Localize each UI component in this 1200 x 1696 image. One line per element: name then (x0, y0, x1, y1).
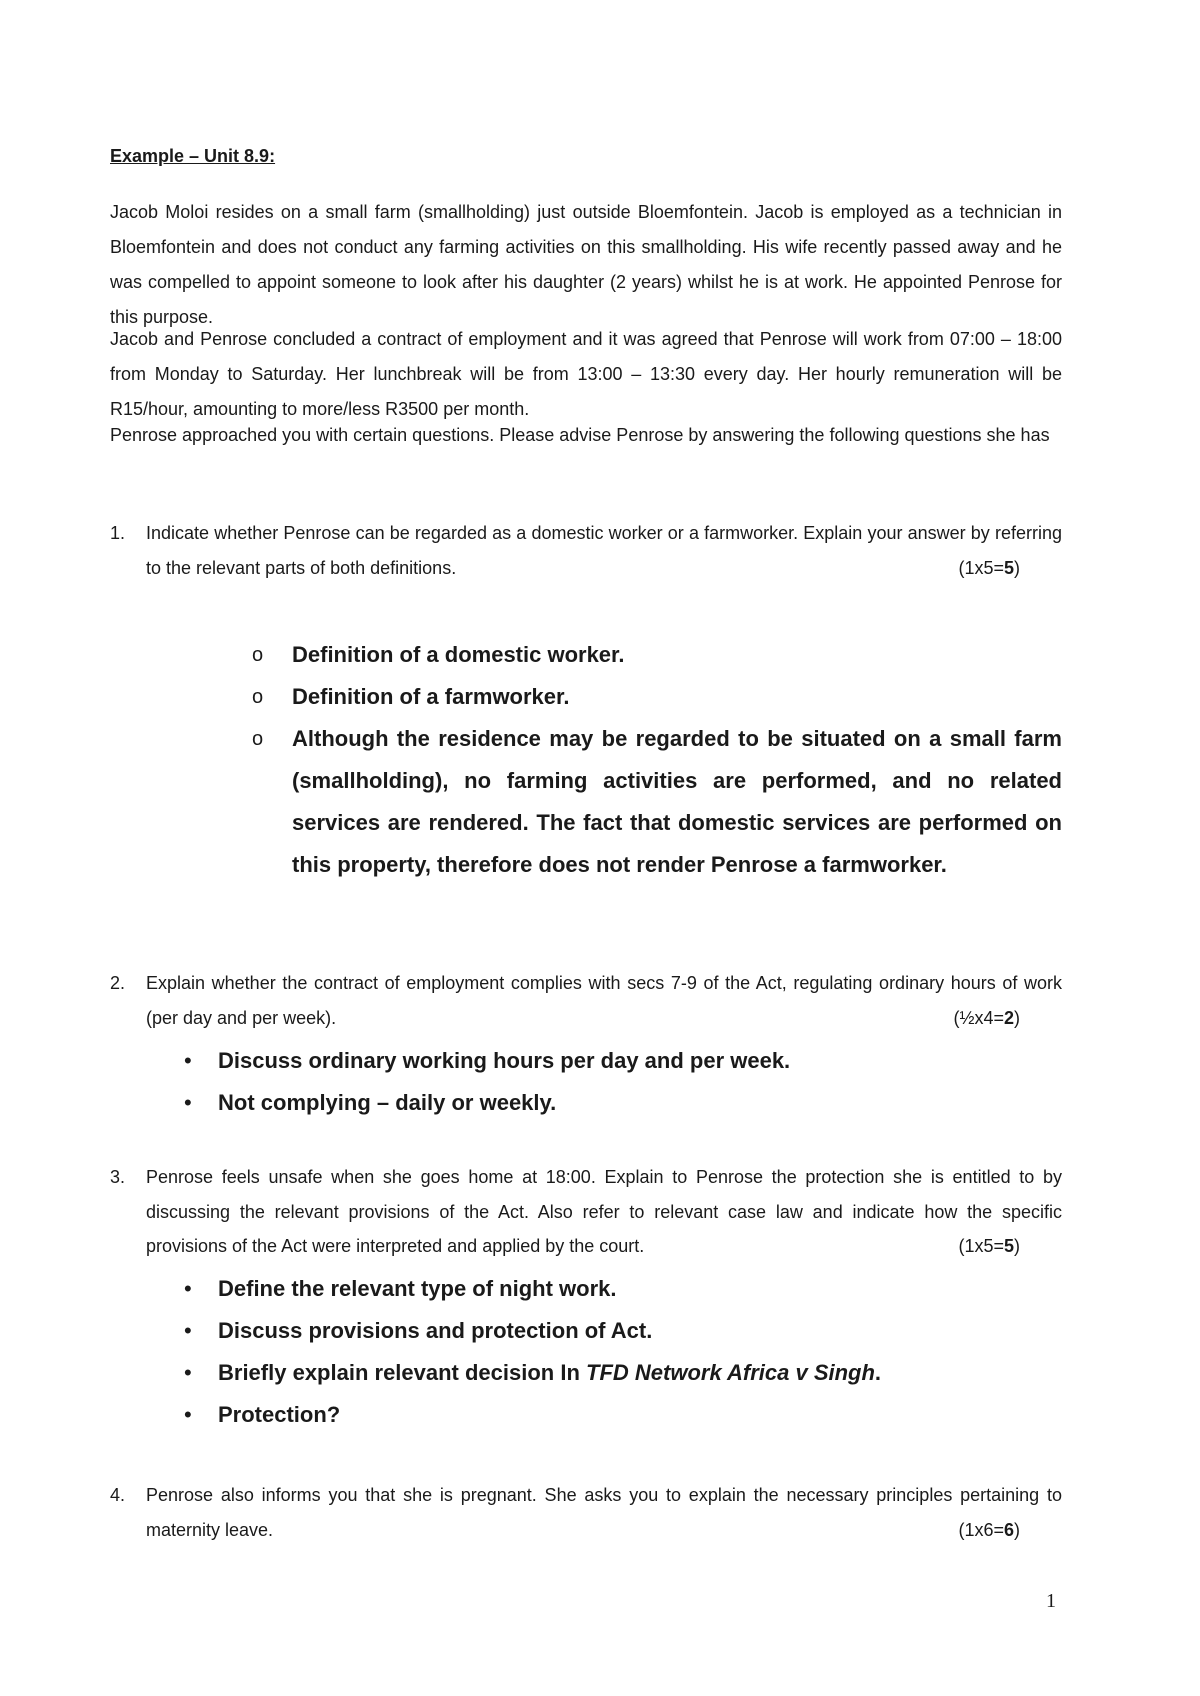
list-item: • Briefly explain relevant decision In TFD Network Africa v Singh. (178, 1352, 1062, 1394)
question-2-answers (178, 1040, 1062, 1124)
bullet-icon: • (184, 1048, 192, 1073)
list-item: • Discuss ordinary working hours per day and per week. (178, 1040, 1062, 1082)
question-number: 3. (110, 1167, 126, 1187)
bullet-icon: • (184, 1402, 192, 1427)
list-item: • Define the relevant type of night work. (178, 1268, 1062, 1310)
intro-paragraph-1: Jacob Moloi resides on a small farm (smallholding) just outside Bloemfontein. Jacob is employed as a technician in Bloemfontein and does not conduct any farming activities on this smallholding. His wife recently passed away and he was compelled to appoint someone to look after his daughter (2 years) whilst he is at work. He appointed Penrose for this purpose. (110, 202, 1062, 327)
question-text: Penrose also informs you that she is pregnant. She asks you to explain the necessary principles pertaining to maternity leave. (146, 1485, 1062, 1540)
list-item: o Definition of a domestic worker. (252, 634, 1062, 676)
question-number: 4. (110, 1485, 126, 1505)
bullet-icon: • (184, 1360, 192, 1385)
question-1 (110, 516, 1062, 585)
question-text: Explain whether the contract of employment complies with secs 7-9 of the Act, regulating ordinary hours of work (per day and per week). (146, 973, 1062, 1028)
circle-bullet-icon: o (252, 686, 264, 708)
question-text: Indicate whether Penrose can be regarded as a domestic worker or a farmworker. Explain your answer by referring to the relevant parts of both definitions. (146, 523, 1062, 578)
bullet-icon: • (184, 1276, 192, 1301)
list-item: • Not complying – daily or weekly. (178, 1082, 1062, 1124)
question-marks: (1x5=5) (958, 1236, 1020, 1256)
question-number: 2. (110, 973, 126, 993)
list-item: o Although the residence may be regarded to be situated on a small farm (smallholding), no farming activities are performed, and no related services are rendered. The fact that domestic services are performed on this property, therefore does not render Penrose a farmworker. (252, 718, 1062, 886)
question-3-answers (178, 1268, 1062, 1436)
list-item: o Definition of a farmworker. (252, 676, 1062, 718)
question-number: 1. (110, 523, 126, 543)
question-2 (110, 966, 1062, 1035)
question-3 (110, 1160, 1062, 1264)
page-number: 1 (1046, 1590, 1056, 1612)
question-marks: (1x5=5) (958, 557, 1020, 578)
question-marks: (1x6=6) (958, 1519, 1020, 1540)
list-item: • Discuss provisions and protection of Act. (178, 1310, 1062, 1352)
question-marks: (½x4=2) (953, 1007, 1020, 1028)
question-text: Penrose feels unsafe when she goes home at 18:00. Explain to Penrose the protection she is entitled to by discussing the relevant provisions of the Act. Also refer to relevant case law and indicate how the specific provisions of the Act were interpreted and applied by the court. (146, 1167, 1062, 1256)
page-heading: Example – Unit 8.9: (110, 146, 276, 166)
intro-paragraph-3: Penrose approached you with certain questions. Please advise Penrose by answering the following questions she has (110, 425, 1050, 445)
intro-paragraph-2: Jacob and Penrose concluded a contract of employment and it was agreed that Penrose will work from 07:00 – 18:00 from Monday to Saturday. Her lunchbreak will be from 13:00 – 13:30 every day. Her hourly remuneration will be R15/hour, amounting to more/less R3500 per month. (110, 329, 1062, 419)
question-1-answers (252, 634, 1062, 886)
circle-bullet-icon: o (252, 644, 264, 666)
bullet-icon: • (184, 1318, 192, 1343)
circle-bullet-icon: o (252, 728, 264, 750)
list-item: • Protection? (178, 1394, 1062, 1436)
question-4 (110, 1478, 1062, 1547)
case-name: TFD Network Africa v Singh (586, 1360, 875, 1385)
bullet-icon: • (184, 1090, 192, 1115)
